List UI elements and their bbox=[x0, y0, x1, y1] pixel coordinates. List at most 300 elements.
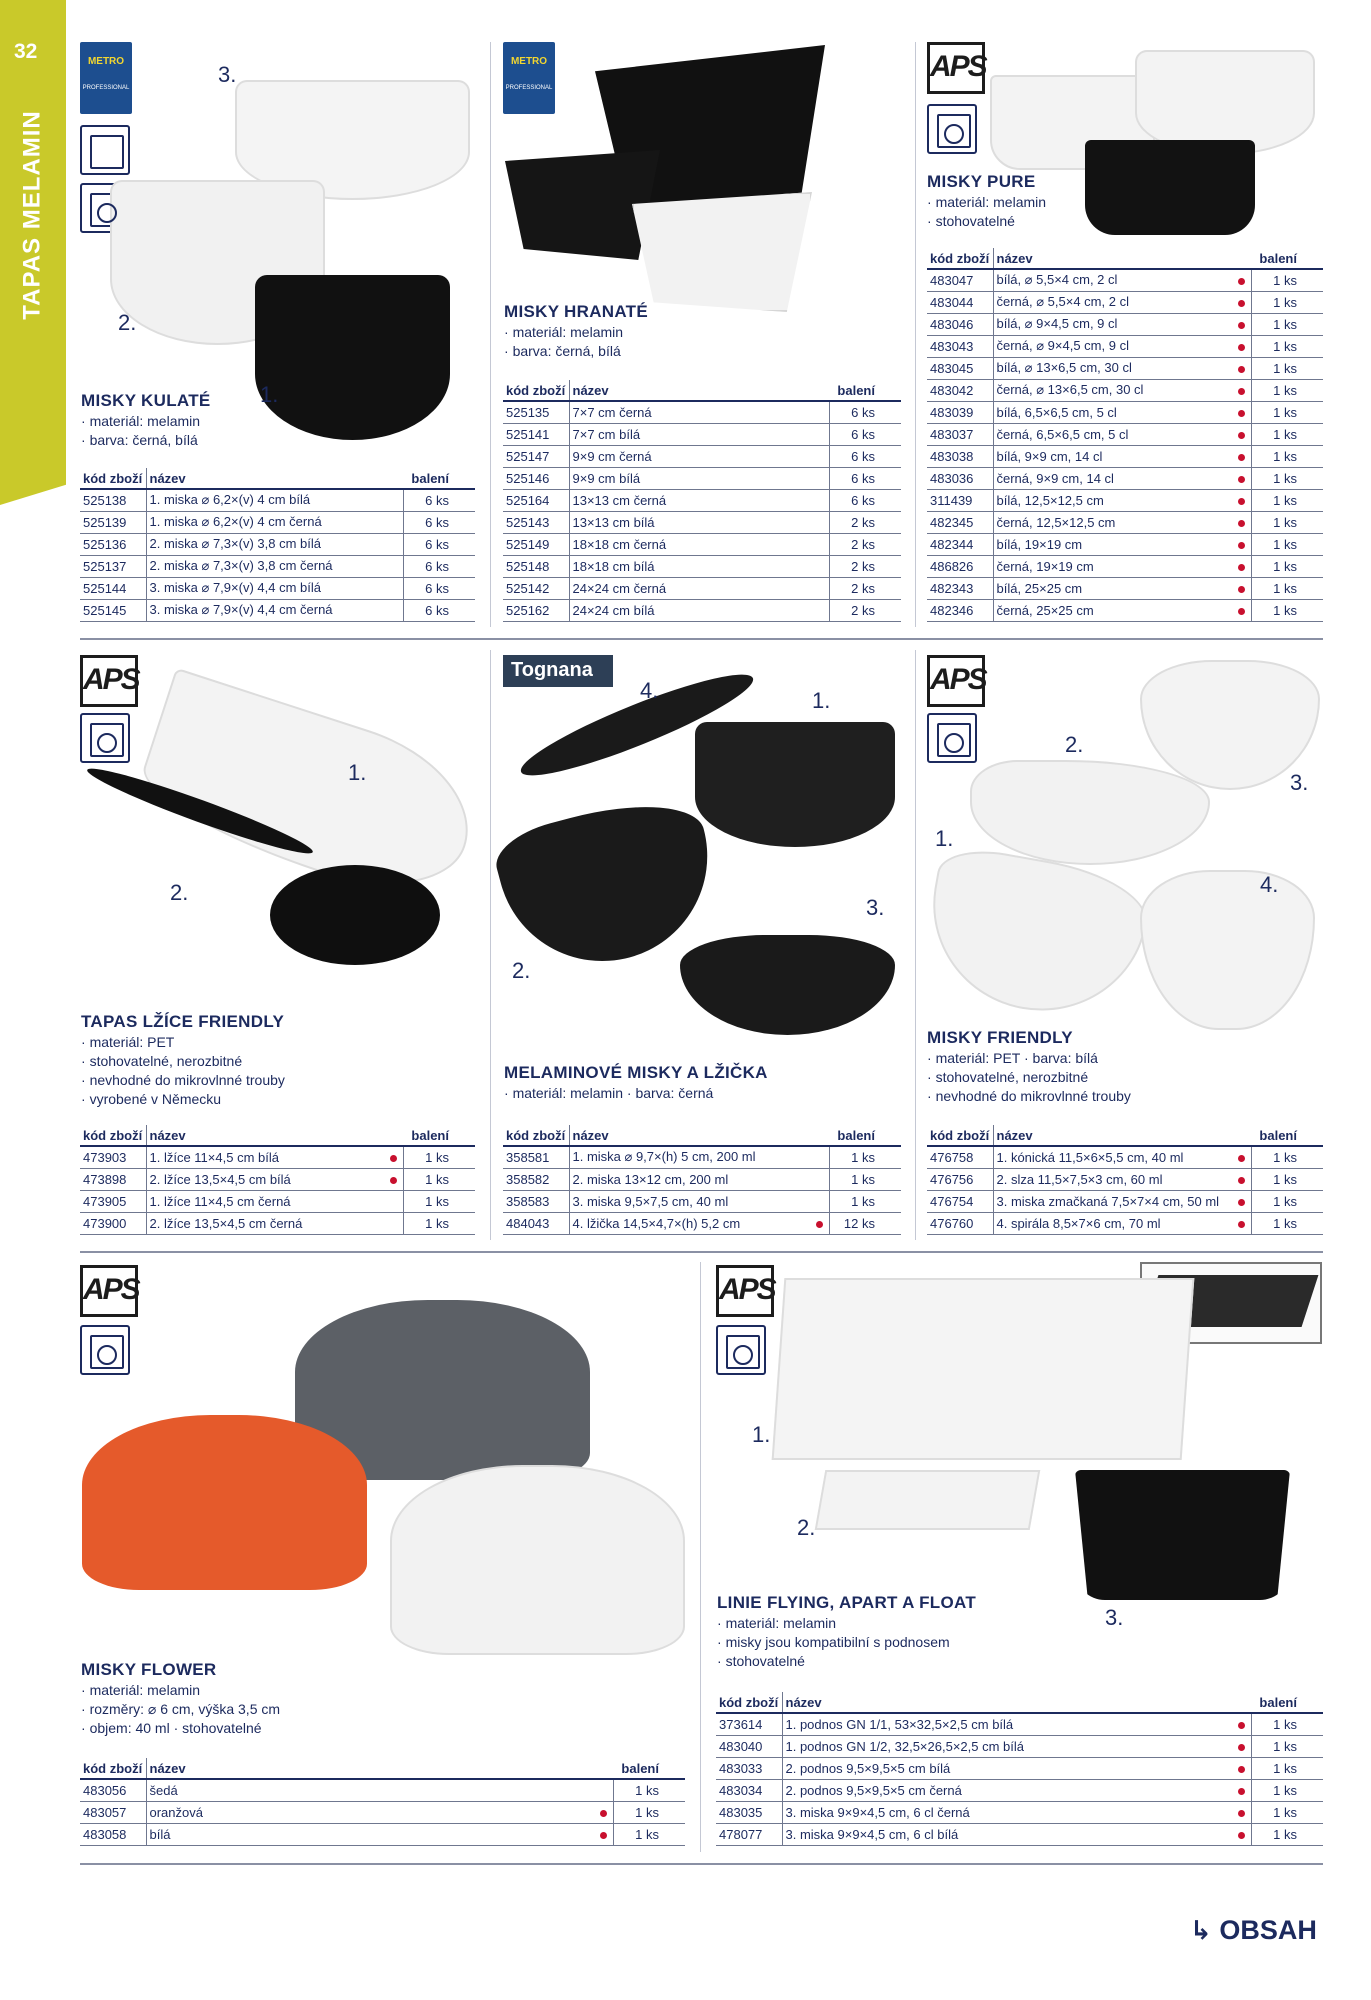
metro-logo: METRO PROFESSIONAL bbox=[503, 42, 555, 114]
section-separator bbox=[80, 638, 1323, 640]
table-row bbox=[927, 1212, 1323, 1234]
red-dot-icon bbox=[1238, 1744, 1245, 1751]
product-code: 478077 bbox=[716, 1823, 782, 1845]
product-title: MISKY HRANATÉ bbox=[504, 302, 649, 321]
availability-marker bbox=[597, 1801, 613, 1823]
product-code: 483040 bbox=[716, 1735, 782, 1757]
product-code: 525164 bbox=[503, 489, 569, 511]
product-title: MISKY PURE bbox=[927, 172, 1036, 191]
pack-size: 1 ks bbox=[1251, 599, 1323, 621]
table-row bbox=[927, 1190, 1323, 1212]
availability-marker bbox=[1235, 489, 1251, 511]
red-dot-icon bbox=[1238, 344, 1245, 351]
pack-size: 6 ks bbox=[403, 577, 475, 599]
dishwasher-icon bbox=[927, 713, 977, 763]
product-name: černá, ⌀ 13×6,5 cm, 30 cl bbox=[993, 379, 1235, 401]
product-name: 2. slza 11,5×7,5×3 cm, 60 ml bbox=[993, 1168, 1235, 1190]
product-name: 9×9 cm černá bbox=[569, 445, 813, 467]
table-row bbox=[927, 577, 1323, 599]
red-dot-icon bbox=[600, 1832, 607, 1839]
pack-size: 1 ks bbox=[1251, 1735, 1323, 1757]
availability-marker bbox=[813, 577, 829, 599]
product-code: 483046 bbox=[927, 313, 993, 335]
tray-image bbox=[772, 1278, 1195, 1460]
red-dot-icon bbox=[1238, 300, 1245, 307]
pack-size: 1 ks bbox=[829, 1190, 901, 1212]
table-row bbox=[80, 1801, 685, 1823]
availability-marker bbox=[1235, 379, 1251, 401]
product-code: 483038 bbox=[927, 445, 993, 467]
table-row bbox=[80, 1190, 475, 1212]
product-name: bílá, 9×9 cm, 14 cl bbox=[993, 445, 1235, 467]
product-code: 476754 bbox=[927, 1190, 993, 1212]
section-separator bbox=[80, 1863, 1323, 1865]
divider bbox=[915, 42, 916, 627]
product-name: bílá, 12,5×12,5 cm bbox=[993, 489, 1235, 511]
table-row bbox=[503, 467, 901, 489]
divider bbox=[490, 42, 491, 627]
product-table: kód zboží název balení 483056 šedá 1 ks 483057 oranžová 1 ks 483058 bílá 1 ks bbox=[80, 1758, 685, 1846]
section-title: TAPAS MELAMIN bbox=[19, 110, 46, 320]
pack-size: 1 ks bbox=[1251, 1823, 1323, 1845]
product-name: 1. podnos GN 1/2, 32,5×26,5×2,5 cm bílá bbox=[782, 1735, 1235, 1757]
table-row bbox=[503, 599, 901, 621]
table-row bbox=[716, 1757, 1323, 1779]
table-row bbox=[716, 1801, 1323, 1823]
item-number: 1. bbox=[812, 688, 831, 713]
item-number: 2. bbox=[118, 310, 137, 335]
availability-marker bbox=[813, 1190, 829, 1212]
red-dot-icon bbox=[1238, 564, 1245, 571]
product-code: 525135 bbox=[503, 401, 569, 423]
product-title: MELAMINOVÉ MISKY A LŽIČKA bbox=[504, 1063, 768, 1082]
item-number: 4. bbox=[1260, 872, 1279, 897]
product-code: 473898 bbox=[80, 1168, 146, 1190]
pack-size: 1 ks bbox=[1251, 1146, 1323, 1168]
availability-marker bbox=[813, 1146, 829, 1168]
product-table: kód zboží název balení 476758 1. kónická 11,5×6×5,5 cm, 40 ml 1 ks 476756 2. slza 11,5×7,5×3 cm, 60 ml 1 ks 476754 3. miska zmačkaná 7,5×7×4 cm, 50 ml 1 ks 476760 4. spirála 8,5×7×6 cm, 70 ml 1 ks bbox=[927, 1125, 1323, 1235]
red-dot-icon bbox=[1238, 542, 1245, 549]
availability-marker bbox=[1235, 577, 1251, 599]
product-name: 3. miska ⌀ 7,9×(v) 4,4 cm bílá bbox=[146, 577, 387, 599]
product-code: 525148 bbox=[503, 555, 569, 577]
product-name: bílá, ⌀ 13×6,5 cm, 30 cl bbox=[993, 357, 1235, 379]
bowl-image bbox=[695, 722, 895, 847]
table-row bbox=[503, 1146, 901, 1168]
spoon-image bbox=[270, 865, 440, 965]
item-number: 1. bbox=[260, 382, 279, 407]
table-row bbox=[927, 445, 1323, 467]
product-code: 483056 bbox=[80, 1779, 146, 1801]
pack-size: 1 ks bbox=[403, 1146, 475, 1168]
product-name: oranžová bbox=[146, 1801, 597, 1823]
product-code: 525141 bbox=[503, 423, 569, 445]
item-number: 1. bbox=[752, 1422, 771, 1447]
pack-size: 1 ks bbox=[1251, 1190, 1323, 1212]
table-row bbox=[927, 291, 1323, 313]
red-dot-icon bbox=[390, 1177, 397, 1184]
product-name: 4. lžička 14,5×4,7×(h) 5,2 cm bbox=[569, 1212, 813, 1234]
pack-size: 1 ks bbox=[1251, 1801, 1323, 1823]
product-code: 483043 bbox=[927, 335, 993, 357]
product-name: černá, 6,5×6,5 cm, 5 cl bbox=[993, 423, 1235, 445]
microwave-icon bbox=[80, 125, 130, 175]
product-code: 473903 bbox=[80, 1146, 146, 1168]
bowl-image bbox=[970, 760, 1210, 865]
item-number: 1. bbox=[935, 826, 954, 851]
product-name: bílá, 6,5×6,5 cm, 5 cl bbox=[993, 401, 1235, 423]
tray-image bbox=[815, 1470, 1041, 1530]
product-name: černá, 9×9 cm, 14 cl bbox=[993, 467, 1235, 489]
availability-marker bbox=[1235, 1779, 1251, 1801]
table-row bbox=[80, 555, 475, 577]
item-number: 3. bbox=[1105, 1605, 1124, 1630]
product-title: MISKY KULATÉ bbox=[81, 391, 211, 410]
pack-size: 2 ks bbox=[829, 599, 901, 621]
product-code: 483039 bbox=[927, 401, 993, 423]
red-dot-icon bbox=[1238, 1155, 1245, 1162]
product-name: 2. miska ⌀ 7,3×(v) 3,8 cm bílá bbox=[146, 533, 387, 555]
aps-logo: APS bbox=[80, 1265, 138, 1317]
table-row bbox=[80, 533, 475, 555]
product-name: 13×13 cm černá bbox=[569, 489, 813, 511]
product-details: · materiál: melamin · rozměry: ⌀ 6 cm, výška 3,5 cm · objem: 40 ml · stohovatelné bbox=[81, 1681, 280, 1738]
product-name: 18×18 cm bílá bbox=[569, 555, 813, 577]
red-dot-icon bbox=[1238, 1810, 1245, 1817]
pack-size: 1 ks bbox=[613, 1779, 685, 1801]
item-number: 2. bbox=[797, 1515, 816, 1540]
pack-size: 12 ks bbox=[829, 1212, 901, 1234]
product-table: kód zboží název balení 358581 1. miska ⌀ 9,7×(h) 5 cm, 200 ml 1 ks 358582 2. miska 13×12 cm, 200 ml 1 ks 358583 3. miska 9,5×7,5 cm, 40 ml 1 ks 484043 4. lžička 14,5×4,7×(h) 5,2 cm 12 ks bbox=[503, 1125, 901, 1235]
product-details: · materiál: melamin · barva: černá, bílá bbox=[504, 323, 623, 361]
product-name: 4. spirála 8,5×7×6 cm, 70 ml bbox=[993, 1212, 1235, 1234]
product-code: 482345 bbox=[927, 511, 993, 533]
table-row bbox=[503, 445, 901, 467]
table-row bbox=[80, 489, 475, 511]
product-code: 525149 bbox=[503, 533, 569, 555]
contents-link[interactable]: ↳ OBSAH bbox=[1190, 1915, 1317, 1945]
product-name: černá, ⌀ 5,5×4 cm, 2 cl bbox=[993, 291, 1235, 313]
red-dot-icon bbox=[600, 1810, 607, 1817]
red-dot-icon bbox=[1238, 410, 1245, 417]
product-name: 1. kónická 11,5×6×5,5 cm, 40 ml bbox=[993, 1146, 1235, 1168]
product-name: šedá bbox=[146, 1779, 597, 1801]
pack-size: 1 ks bbox=[1251, 555, 1323, 577]
table-row bbox=[503, 1212, 901, 1234]
product-name: 2. lžíce 13,5×4,5 cm černá bbox=[146, 1212, 387, 1234]
aps-logo: APS bbox=[927, 42, 985, 94]
pack-size: 1 ks bbox=[1251, 467, 1323, 489]
availability-marker bbox=[813, 1212, 829, 1234]
availability-marker bbox=[387, 533, 403, 555]
pack-size: 2 ks bbox=[829, 577, 901, 599]
product-details: · materiál: melamin · barva: černá bbox=[504, 1084, 713, 1103]
pack-size: 2 ks bbox=[829, 533, 901, 555]
availability-marker bbox=[387, 489, 403, 511]
availability-marker bbox=[1235, 423, 1251, 445]
table-row bbox=[80, 599, 475, 621]
red-dot-icon bbox=[1238, 520, 1245, 527]
item-number: 3. bbox=[218, 62, 237, 87]
product-code: 483058 bbox=[80, 1823, 146, 1845]
pack-size: 1 ks bbox=[1251, 357, 1323, 379]
availability-marker bbox=[1235, 1823, 1251, 1845]
product-table: kód zboží název balení 373614 1. podnos GN 1/1, 53×32,5×2,5 cm bílá 1 ks 483040 1. podnos GN 1/2, 32,5×26,5×2,5 cm bílá 1 ks 483033 2. podnos 9,5×9,5×5 cm bílá 1 ks 483034 2. podnos 9,5×9,5×5 cm černá 1 ks 483035 3. miska 9×9×4,5 cm, 6 cl černá 1 ks 478077 3. miska 9×9×4,5 cm, 6 cl bílá 1 ks bbox=[716, 1692, 1323, 1846]
availability-marker bbox=[1235, 1801, 1251, 1823]
product-code: 525145 bbox=[80, 599, 146, 621]
availability-marker bbox=[387, 555, 403, 577]
availability-marker bbox=[1235, 533, 1251, 555]
table-row bbox=[927, 599, 1323, 621]
product-code: 476756 bbox=[927, 1168, 993, 1190]
aps-logo: APS bbox=[927, 655, 985, 707]
product-code: 473905 bbox=[80, 1190, 146, 1212]
product-name: 3. miska 9,5×7,5 cm, 40 ml bbox=[569, 1190, 813, 1212]
table-row bbox=[927, 489, 1323, 511]
availability-marker bbox=[1235, 401, 1251, 423]
table-row bbox=[927, 357, 1323, 379]
flower-bowl-image bbox=[390, 1465, 685, 1655]
pack-size: 1 ks bbox=[613, 1801, 685, 1823]
table-row bbox=[927, 1146, 1323, 1168]
product-details: · materiál: melamin · stohovatelné bbox=[927, 193, 1046, 231]
aps-logo: APS bbox=[80, 655, 138, 707]
dishwasher-icon bbox=[80, 713, 130, 763]
availability-marker bbox=[1235, 1757, 1251, 1779]
pack-size: 6 ks bbox=[829, 423, 901, 445]
red-dot-icon bbox=[1238, 278, 1245, 285]
table-row bbox=[503, 401, 901, 423]
product-title: MISKY FLOWER bbox=[81, 1660, 217, 1679]
availability-marker bbox=[597, 1779, 613, 1801]
product-code: 525142 bbox=[503, 577, 569, 599]
pack-size: 1 ks bbox=[1251, 423, 1323, 445]
tognana-logo: Tognana bbox=[503, 655, 613, 687]
aps-logo: APS bbox=[716, 1265, 774, 1317]
product-code: 525162 bbox=[503, 599, 569, 621]
availability-marker bbox=[387, 1212, 403, 1234]
red-dot-icon bbox=[1238, 1788, 1245, 1795]
availability-marker bbox=[1235, 291, 1251, 313]
product-name: 1. miska ⌀ 9,7×(h) 5 cm, 200 ml bbox=[569, 1146, 813, 1168]
availability-marker bbox=[1235, 599, 1251, 621]
pack-size: 6 ks bbox=[403, 511, 475, 533]
table-row bbox=[927, 511, 1323, 533]
bowl-image bbox=[1140, 870, 1315, 1030]
table-row bbox=[927, 313, 1323, 335]
product-title: TAPAS LŽÍCE FRIENDLY bbox=[81, 1012, 285, 1031]
product-code: 483047 bbox=[927, 269, 993, 291]
product-name: bílá, ⌀ 5,5×4 cm, 2 cl bbox=[993, 269, 1235, 291]
pack-size: 1 ks bbox=[1251, 1757, 1323, 1779]
table-row bbox=[927, 335, 1323, 357]
divider bbox=[490, 650, 491, 1240]
product-name: 9×9 cm bílá bbox=[569, 467, 813, 489]
product-code: 525144 bbox=[80, 577, 146, 599]
pack-size: 1 ks bbox=[403, 1190, 475, 1212]
pack-size: 6 ks bbox=[829, 489, 901, 511]
pack-size: 1 ks bbox=[1251, 445, 1323, 467]
pack-size: 6 ks bbox=[403, 489, 475, 511]
pack-size: 1 ks bbox=[1251, 511, 1323, 533]
product-title: LINIE FLYING, APART A FLOAT bbox=[717, 1593, 976, 1612]
product-table: kód zboží název balení 483047 bílá, ⌀ 5,5×4 cm, 2 cl 1 ks 483044 černá, ⌀ 5,5×4 cm, 2 cl 1 ks 483046 bílá, ⌀ 9×4,5 cm, 9 cl 1 ks 483043 černá, ⌀ 9×4,5 cm, 9 cl 1 ks 483045 bílá, ⌀ 13×6,5 cm, 30 cl 1 ks 483042 černá, ⌀ 13×6,5 cm, 30 cl 1 ks 483039 bílá, 6,5×6,5 cm, 5 cl 1 ks 483037 černá, 6,5×6,5 cm, 5 cl 1 ks 483038 bílá, 9×9 cm, 14 cl 1 ks 483036 černá, 9×9 cm, 14 cl 1 ks 311439 bílá, 12,5×12,5 cm 1 ks 482345 černá, 12,5×12,5 cm 1 ks 482344 bílá, 19×19 cm 1 ks 486826 černá, 19×19 cm 1 ks 482343 bílá, 25×25 cm 1 ks 482346 černá, 25×25 cm 1 ks bbox=[927, 248, 1323, 622]
product-code: 483036 bbox=[927, 467, 993, 489]
divider bbox=[700, 1262, 701, 1852]
availability-marker bbox=[813, 1168, 829, 1190]
product-name: černá, 25×25 cm bbox=[993, 599, 1235, 621]
availability-marker bbox=[1235, 1735, 1251, 1757]
bowl-image bbox=[680, 935, 895, 1035]
availability-marker bbox=[1235, 357, 1251, 379]
product-code: 483057 bbox=[80, 1801, 146, 1823]
availability-marker bbox=[1235, 1146, 1251, 1168]
red-dot-icon bbox=[1238, 388, 1245, 395]
product-name: 7×7 cm bílá bbox=[569, 423, 813, 445]
product-code: 483045 bbox=[927, 357, 993, 379]
product-name: 7×7 cm černá bbox=[569, 401, 813, 423]
item-number: 3. bbox=[866, 895, 885, 920]
table-row bbox=[927, 269, 1323, 291]
product-name: 3. miska zmačkaná 7,5×7×4 cm, 50 ml bbox=[993, 1190, 1235, 1212]
product-name: bílá, 25×25 cm bbox=[993, 577, 1235, 599]
product-code: 373614 bbox=[716, 1713, 782, 1735]
pack-size: 1 ks bbox=[1251, 401, 1323, 423]
table-row bbox=[716, 1735, 1323, 1757]
product-code: 482343 bbox=[927, 577, 993, 599]
item-number: 3. bbox=[1290, 770, 1309, 795]
product-name: 1. lžíce 11×4,5 cm bílá bbox=[146, 1146, 387, 1168]
availability-marker bbox=[813, 423, 829, 445]
product-name: bílá bbox=[146, 1823, 597, 1845]
product-code: 484043 bbox=[503, 1212, 569, 1234]
red-dot-icon bbox=[816, 1221, 823, 1228]
pack-size: 1 ks bbox=[1251, 269, 1323, 291]
product-code: 358581 bbox=[503, 1146, 569, 1168]
item-number: 1. bbox=[348, 760, 367, 785]
section-separator bbox=[80, 1251, 1323, 1253]
red-dot-icon bbox=[1238, 586, 1245, 593]
availability-marker bbox=[1235, 269, 1251, 291]
red-dot-icon bbox=[1238, 608, 1245, 615]
pack-size: 1 ks bbox=[829, 1168, 901, 1190]
availability-marker bbox=[1235, 511, 1251, 533]
product-name: 2. podnos 9,5×9,5×5 cm černá bbox=[782, 1779, 1235, 1801]
availability-marker bbox=[387, 1168, 403, 1190]
pack-size: 1 ks bbox=[1251, 533, 1323, 555]
pack-size: 6 ks bbox=[403, 555, 475, 577]
product-code: 483033 bbox=[716, 1757, 782, 1779]
product-code: 525147 bbox=[503, 445, 569, 467]
product-table: kód zboží název balení 473903 1. lžíce 11×4,5 cm bílá 1 ks 473898 2. lžíce 13,5×4,5 cm bílá 1 ks 473905 1. lžíce 11×4,5 cm černá 1 ks 473900 2. lžíce 13,5×4,5 cm černá 1 ks bbox=[80, 1125, 475, 1235]
table-row bbox=[503, 533, 901, 555]
red-dot-icon bbox=[1238, 1766, 1245, 1773]
table-row bbox=[503, 555, 901, 577]
table-row bbox=[716, 1779, 1323, 1801]
table-row bbox=[927, 555, 1323, 577]
availability-marker bbox=[1235, 1212, 1251, 1234]
table-row bbox=[80, 577, 475, 599]
red-dot-icon bbox=[1238, 498, 1245, 505]
pack-size: 2 ks bbox=[829, 511, 901, 533]
product-name: černá, ⌀ 9×4,5 cm, 9 cl bbox=[993, 335, 1235, 357]
bowl-image bbox=[1075, 1470, 1290, 1600]
item-number: 2. bbox=[170, 880, 189, 905]
product-name: 2. miska 13×12 cm, 200 ml bbox=[569, 1168, 813, 1190]
red-dot-icon bbox=[1238, 454, 1245, 461]
product-code: 483042 bbox=[927, 379, 993, 401]
table-row bbox=[716, 1713, 1323, 1735]
table-row bbox=[80, 1823, 685, 1845]
availability-marker bbox=[387, 1190, 403, 1212]
pack-size: 1 ks bbox=[403, 1168, 475, 1190]
arrow-icon: ↳ bbox=[1190, 1915, 1212, 1945]
product-code: 473900 bbox=[80, 1212, 146, 1234]
pack-size: 1 ks bbox=[1251, 577, 1323, 599]
availability-marker bbox=[1235, 555, 1251, 577]
availability-marker bbox=[813, 467, 829, 489]
availability-marker bbox=[813, 445, 829, 467]
pack-size: 1 ks bbox=[1251, 1212, 1323, 1234]
pack-size: 6 ks bbox=[829, 467, 901, 489]
table-row bbox=[927, 1168, 1323, 1190]
red-dot-icon bbox=[1238, 322, 1245, 329]
product-code: 486826 bbox=[927, 555, 993, 577]
availability-marker bbox=[1235, 467, 1251, 489]
availability-marker bbox=[387, 599, 403, 621]
pack-size: 1 ks bbox=[1251, 379, 1323, 401]
table-row bbox=[927, 401, 1323, 423]
availability-marker bbox=[1235, 445, 1251, 467]
product-name: 24×24 cm černá bbox=[569, 577, 813, 599]
product-code: 482346 bbox=[927, 599, 993, 621]
product-code: 311439 bbox=[927, 489, 993, 511]
red-dot-icon bbox=[1238, 432, 1245, 439]
product-name: 3. miska ⌀ 7,9×(v) 4,4 cm černá bbox=[146, 599, 387, 621]
product-code: 358582 bbox=[503, 1168, 569, 1190]
product-code: 483035 bbox=[716, 1801, 782, 1823]
dishwasher-icon bbox=[716, 1325, 766, 1375]
dishwasher-icon bbox=[80, 1325, 130, 1375]
product-name: 2. podnos 9,5×9,5×5 cm bílá bbox=[782, 1757, 1235, 1779]
product-name: 1. miska ⌀ 6,2×(v) 4 cm bílá bbox=[146, 489, 387, 511]
bowl-image bbox=[255, 275, 450, 440]
table-row bbox=[80, 511, 475, 533]
table-row bbox=[503, 489, 901, 511]
availability-marker bbox=[813, 401, 829, 423]
product-code: 525139 bbox=[80, 511, 146, 533]
availability-marker bbox=[1235, 335, 1251, 357]
product-details: · materiál: PET · barva: bílá · stohovatelné, nerozbitné · nevhodné do mikrovlnné trouby bbox=[927, 1049, 1131, 1106]
product-name: 3. miska 9×9×4,5 cm, 6 cl černá bbox=[782, 1801, 1235, 1823]
flower-bowl-image bbox=[82, 1415, 367, 1590]
table-row bbox=[927, 533, 1323, 555]
table-row bbox=[503, 577, 901, 599]
table-row bbox=[503, 511, 901, 533]
pack-size: 2 ks bbox=[829, 555, 901, 577]
availability-marker bbox=[813, 511, 829, 533]
product-name: 2. miska ⌀ 7,3×(v) 3,8 cm černá bbox=[146, 555, 387, 577]
product-name: 24×24 cm bílá bbox=[569, 599, 813, 621]
table-row bbox=[503, 423, 901, 445]
red-dot-icon bbox=[1238, 476, 1245, 483]
bowl-image bbox=[1085, 140, 1255, 235]
product-name: 1. lžíce 11×4,5 cm černá bbox=[146, 1190, 387, 1212]
availability-marker bbox=[387, 577, 403, 599]
table-row bbox=[503, 1190, 901, 1212]
availability-marker bbox=[813, 555, 829, 577]
product-code: 525136 bbox=[80, 533, 146, 555]
